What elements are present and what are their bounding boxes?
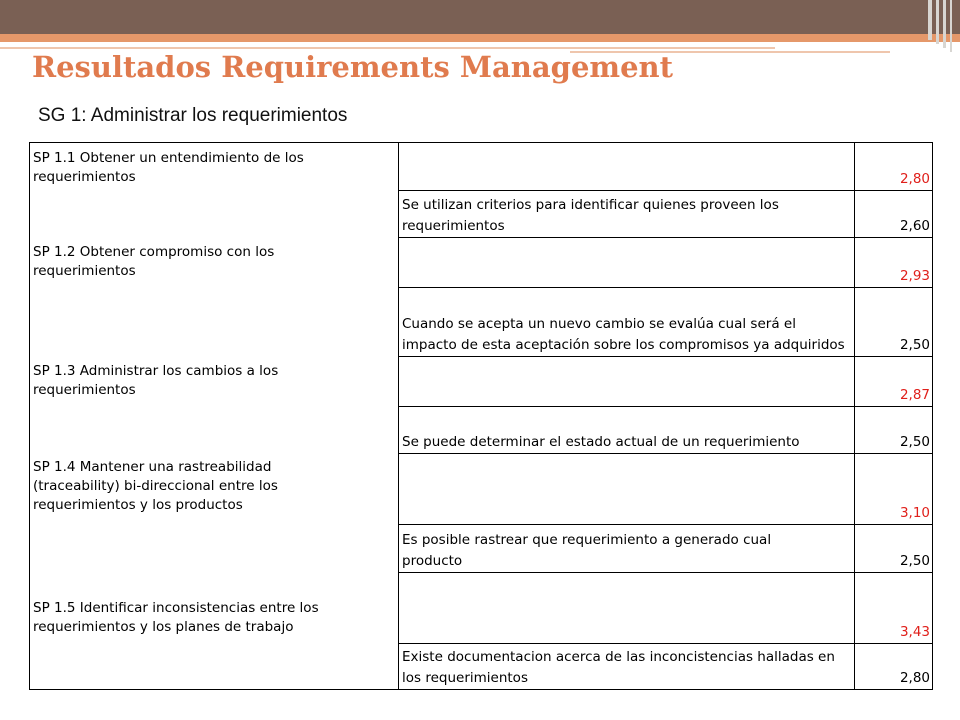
detail-score: 2,50 (899, 553, 930, 569)
detail-score: 2,50 (899, 337, 930, 353)
score-cell (854, 356, 933, 407)
score-cell (854, 237, 933, 288)
detail-text: Existe documentacion acerca de las inconcistencias halladas en los requerimientos (402, 649, 835, 686)
section-subtitle: SG 1: Administrar los requerimientos (38, 105, 348, 126)
practice-column (29, 142, 399, 690)
score-cell (854, 142, 933, 191)
detail-score-cell (854, 524, 933, 573)
results-table (29, 142, 933, 690)
decor-stripe (943, 0, 946, 48)
detail-text: Cuando se acepta un nuevo cambio se evalúa cual será el impacto de esta aceptación sobre los compromisos ya adquiridos (402, 316, 845, 353)
practice-score: 2,80 (899, 171, 930, 187)
practice-label: SP 1.2 Obtener compromiso con los requerimientos (33, 244, 275, 279)
score-cell (854, 453, 933, 525)
summary-cell (398, 237, 855, 288)
summary-cell (398, 453, 855, 525)
decor-stripe (928, 0, 932, 40)
summary-cell (398, 356, 855, 407)
detail-cell (398, 406, 855, 454)
detail-cell (398, 287, 855, 357)
practice-label: SP 1.1 Obtener un entendimiento de los requerimientos (33, 150, 304, 185)
page-title: Resultados Requirements Management (32, 50, 674, 84)
detail-cell (398, 524, 855, 573)
detail-score-cell (854, 406, 933, 454)
score-cell (854, 572, 933, 644)
detail-text: Se puede determinar el estado actual de un requerimiento (402, 434, 800, 450)
detail-text: Se utilizan criterios para identificar quienes proveen los requerimientos (402, 197, 779, 234)
detail-score: 2,60 (899, 218, 930, 234)
header-bar (0, 0, 960, 34)
detail-score-cell (854, 190, 933, 238)
practice-score: 3,10 (899, 505, 930, 521)
detail-score: 2,80 (899, 670, 930, 686)
decor-stripe (936, 0, 939, 44)
detail-score: 2,50 (899, 434, 930, 450)
accent-line (0, 47, 775, 49)
detail-text: Es posible rastrear que requerimiento a generado cual producto (402, 532, 772, 569)
accent-band (0, 34, 960, 42)
detail-score-cell (854, 643, 933, 690)
practice-score: 2,87 (899, 387, 930, 403)
detail-cell (398, 190, 855, 238)
practice-score: 2,93 (899, 268, 930, 284)
practice-label: SP 1.3 Administrar los cambios a los requerimientos (33, 363, 279, 398)
decor-stripe (950, 0, 952, 52)
practice-score: 3,43 (899, 624, 930, 640)
summary-cell (398, 142, 855, 191)
detail-cell (398, 643, 855, 690)
summary-cell (398, 572, 855, 644)
practice-label: SP 1.5 Identificar inconsistencias entre los requerimientos y los planes de trabajo (33, 600, 319, 635)
practice-label: SP 1.4 Mantener una rastreabilidad (traceability) bi-direccional entre los requerimientos y los productos (33, 459, 278, 513)
detail-score-cell (854, 287, 933, 357)
